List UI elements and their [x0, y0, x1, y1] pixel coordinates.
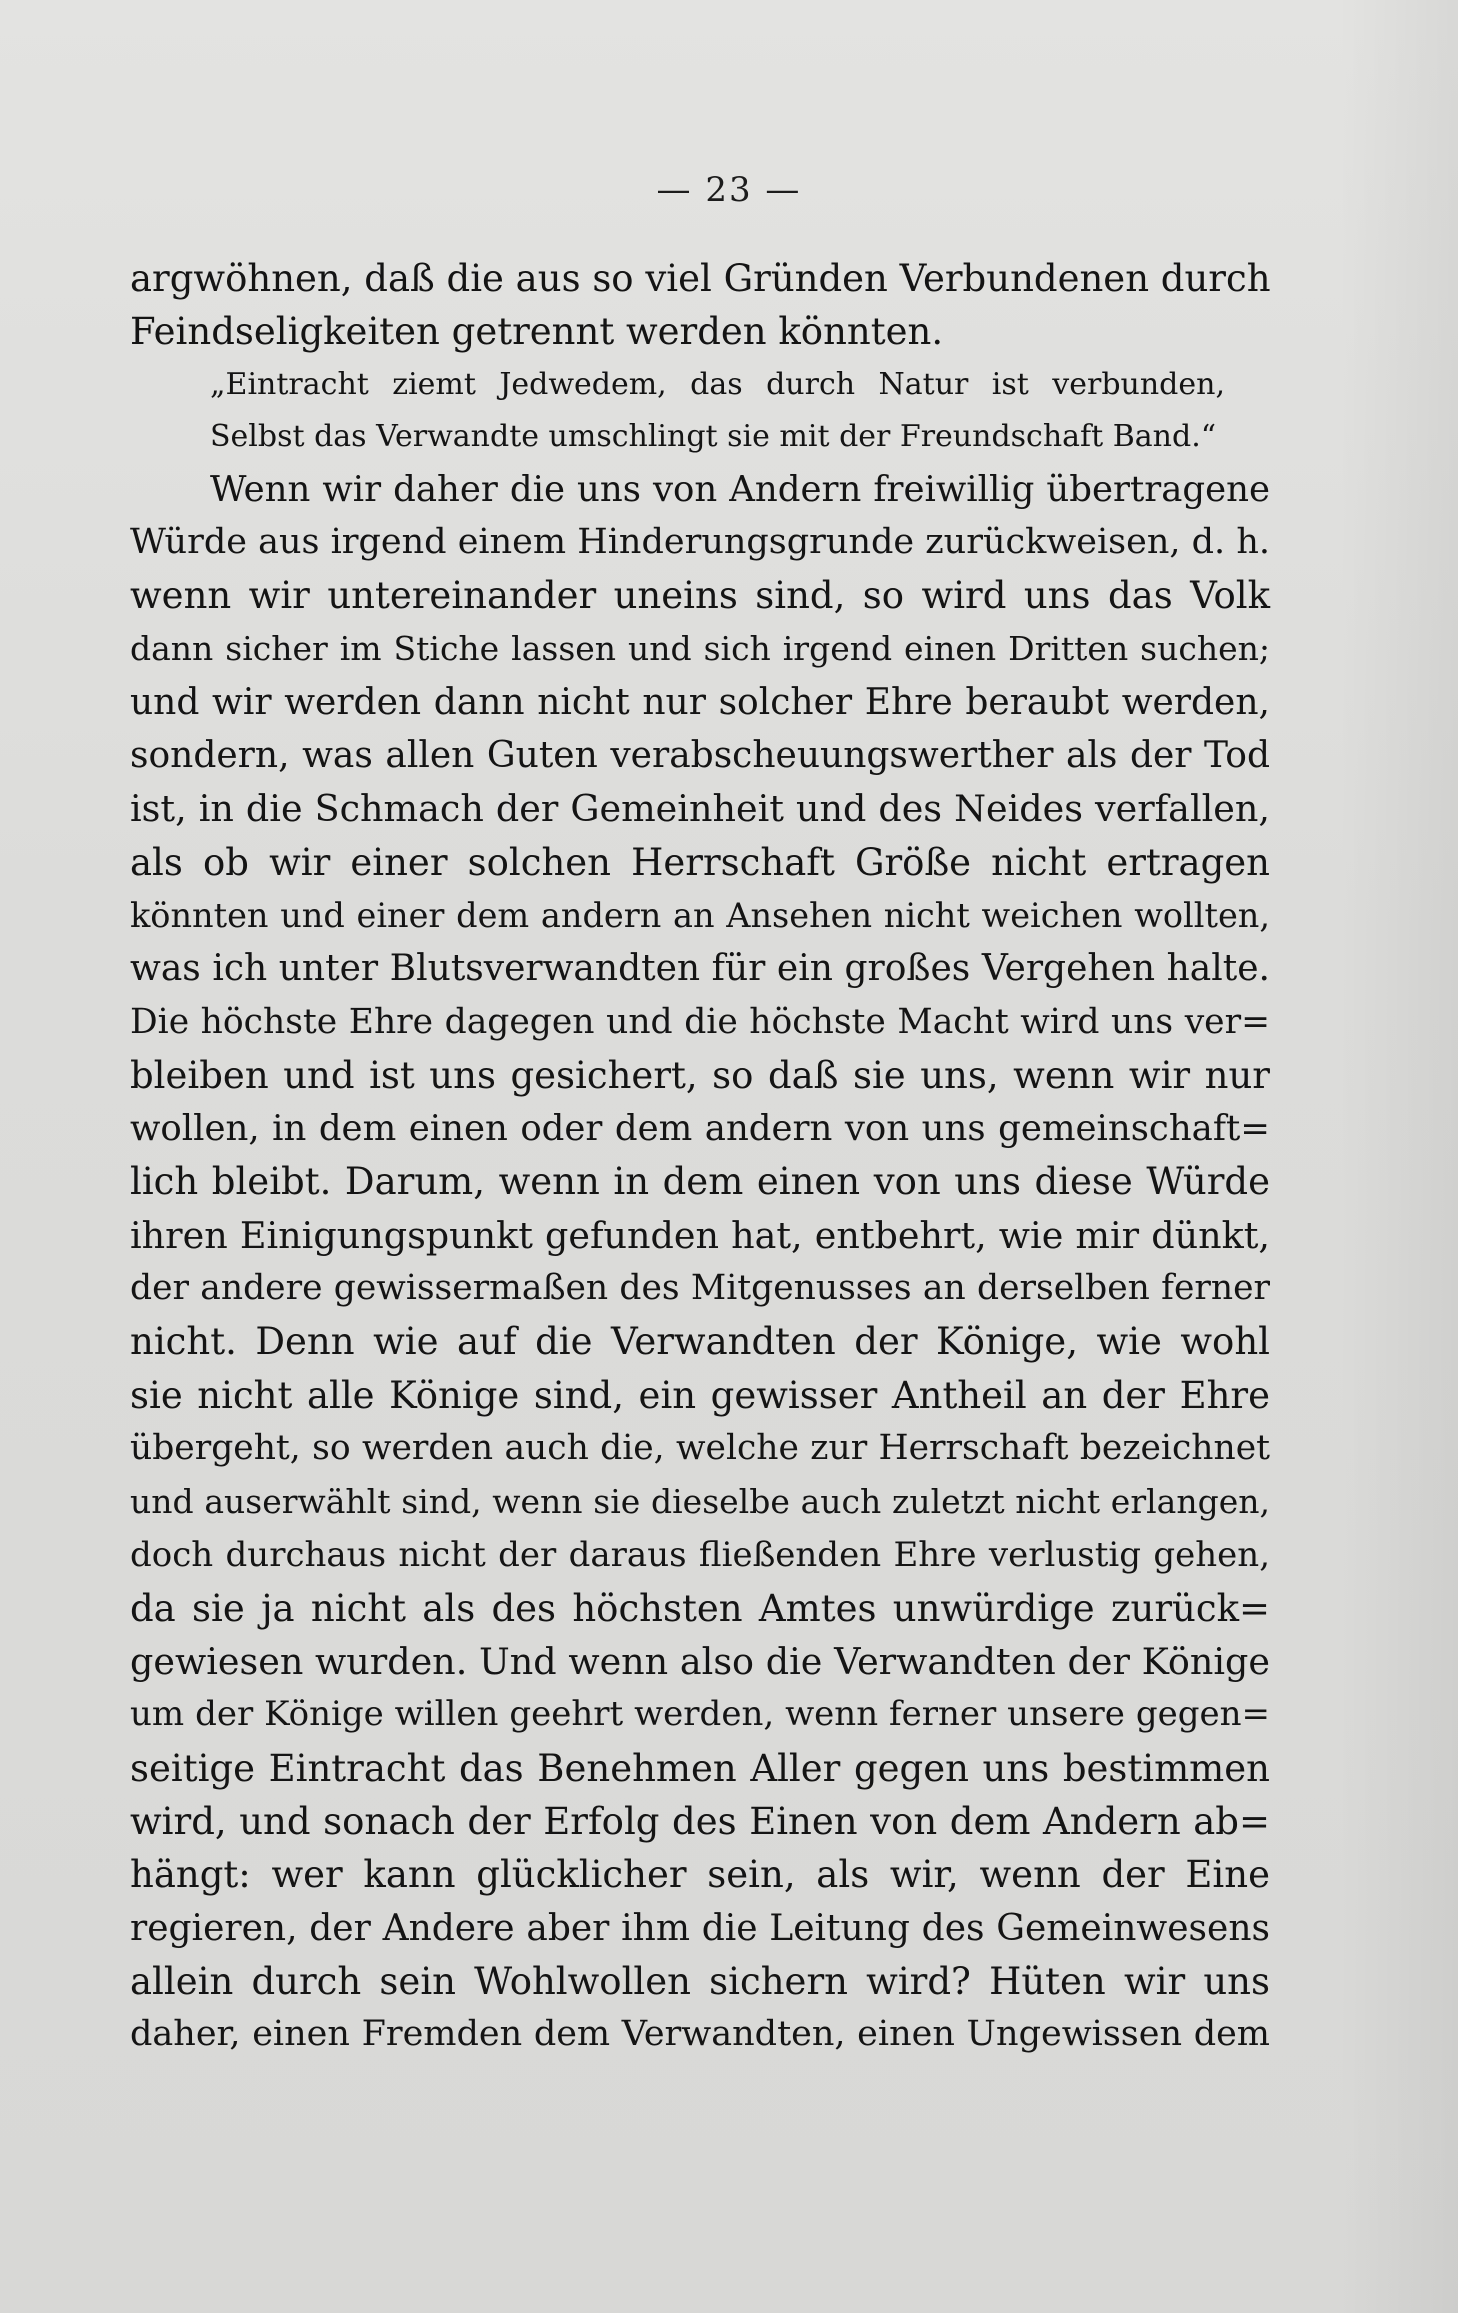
text-line: wollen, in dem einen oder dem andern von uns gemeinschaft= — [130, 1108, 1270, 1150]
text-line: wenn wir untereinander uneins sind, so wird uns das Volk — [130, 574, 1270, 618]
text-line: gewiesen wurden. Und wenn also die Verwandten der Könige — [130, 1640, 1270, 1684]
page-number: — 23 — — [656, 170, 802, 210]
text-line: sondern, was allen Guten verabscheuungswerther als der Tod — [130, 735, 1270, 777]
text-line: Wenn wir daher die uns von Andern freiwillig übertragene — [210, 468, 1270, 510]
text-line: als ob wir einer solchen Herrschaft Größe nicht ertragen — [130, 840, 1270, 884]
text-line: sie nicht alle Könige sind, ein gewisser Antheil an der Ehre — [130, 1373, 1270, 1417]
text-line: wird, und sonach der Erfolg des Einen von dem Andern ab= — [130, 1800, 1270, 1844]
text-line: könnten und einer dem andern an Ansehen nicht weichen wollten, — [130, 895, 1270, 935]
page-edge-shadow — [1338, 0, 1458, 2313]
text-line: ist, in die Schmach der Gemeinheit und des Neides verfallen, — [130, 787, 1270, 831]
text-line: was ich unter Blutsverwandten für ein großes Vergehen halte. — [130, 948, 1270, 990]
quote-line: Selbst das Verwandte umschlingt sie mit der Freundschaft Band.“ — [210, 418, 1217, 454]
text-line: nicht. Denn wie auf die Verwandten der Könige, wie wohl — [130, 1320, 1270, 1364]
text-line: lich bleibt. Darum, wenn in dem einen von uns diese Würde — [130, 1160, 1270, 1204]
text-line: der andere gewissermaßen des Mitgenusses an derselben ferner — [130, 1268, 1270, 1309]
text-line: Würde aus irgend einem Hinderungsgrunde zurückweisen, d. h. — [130, 521, 1270, 562]
text-line: und auserwählt sind, wenn sie dieselbe auch zuletzt nicht erlangen, — [130, 1482, 1270, 1522]
text-line: dann sicher im Stiche lassen und sich irgend einen Dritten suchen; — [130, 629, 1270, 669]
text-line: hängt: wer kann glücklicher sein, als wir, wenn der Eine — [130, 1853, 1270, 1897]
text-line: argwöhnen, daß die aus so viel Gründen Verbundenen durch — [130, 257, 1271, 300]
text-line: ihren Einigungspunkt gefunden hat, entbehrt, wie mir dünkt, — [130, 1213, 1270, 1257]
text-line: bleiben und ist uns gesichert, so daß sie uns, wenn wir nur — [130, 1053, 1270, 1097]
text-line: um der Könige willen geehrt werden, wenn ferner unsere gegen= — [130, 1694, 1270, 1735]
text-line: Feindseligkeiten getrennt werden könnten. — [130, 310, 944, 354]
text-line: doch durchaus nicht der daraus fließenden Ehre verlustig gehen, — [130, 1534, 1270, 1575]
page-body — [130, 252, 1270, 2062]
quote-line: „Eintracht ziemt Jedwedem, das durch Natur ist verbunden, — [210, 366, 1225, 402]
text-line: und wir werden dann nicht nur solcher Ehre beraubt werden, — [130, 681, 1270, 723]
text-line: da sie ja nicht als des höchsten Amtes unwürdige zurück= — [130, 1586, 1270, 1630]
text-line: allein durch sein Wohlwollen sichern wird? Hüten wir uns — [130, 1959, 1270, 2003]
text-line: daher, einen Fremden dem Verwandten, einen Ungewissen dem — [130, 2014, 1270, 2055]
text-line: regieren, der Andere aber ihm die Leitung des Gemeinwesens — [130, 1907, 1270, 1949]
text-line: übergeht, so werden auch die, welche zur Herrschaft bezeichnet — [130, 1427, 1270, 1468]
text-line: seitige Eintracht das Benehmen Aller gegen uns bestimmen — [130, 1746, 1270, 1790]
text-line: Die höchste Ehre dagegen und die höchste Macht wird uns ver= — [130, 1001, 1270, 1042]
